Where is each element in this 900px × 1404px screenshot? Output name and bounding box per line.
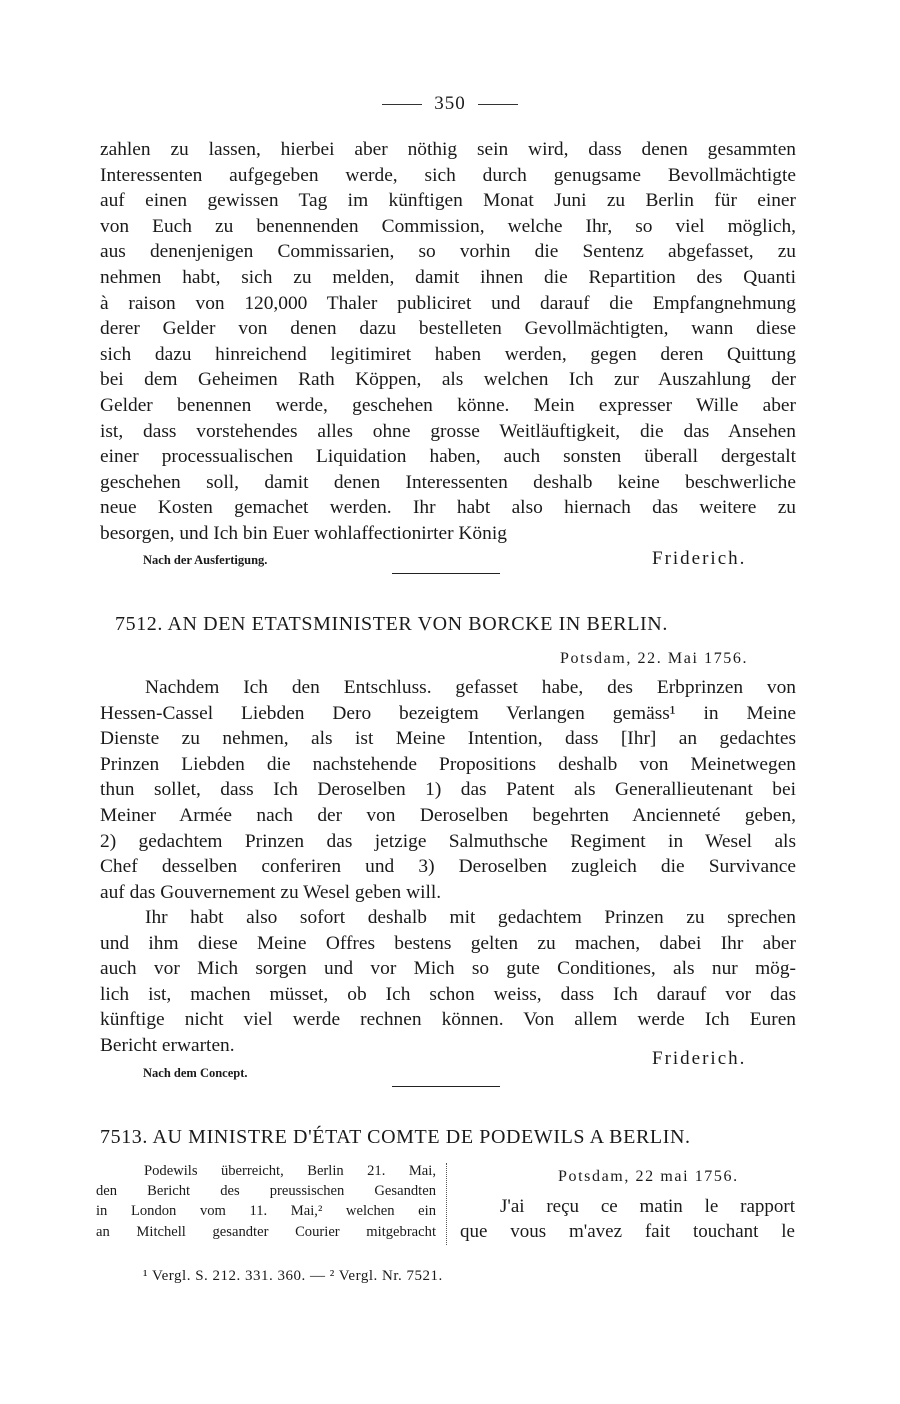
letter-7513-dateline: Potsdam, 22 mai 1756. [558,1168,739,1185]
sidenote-line: in London vom 11. Mai,² welchen ein [96,1203,436,1220]
text-line: und ihm diese Meine Offres bestens gelten zu machen, dabei Ihr aber [100,932,796,954]
text-line: Dienste zu nehmen, als ist Meine Intention, dass [Ihr] an gedachtes [100,728,796,750]
text-line: künftige nicht viel werde rechnen können. Von allem werde Ich Euren [100,1009,796,1031]
footnotes: ¹ Vergl. S. 212. 331. 360. — ² Vergl. Nr. 7521. [143,1268,443,1284]
text-line: 2) gedachtem Prinzen das jetzige Salmuthsche Regiment in Wesel als [100,830,796,852]
text-line: einer processualischen Liquidation haben, auch sonsten überall dergestalt [100,446,796,468]
text-line: auch vor Mich sorgen und vor Mich so gute Conditiones, als nur mög- [100,958,796,980]
sidenote-line: den Bericht des preussischen Gesandten [96,1183,436,1200]
text-line: Ihr habt also sofort deshalb mit gedachtem Prinzen zu sprechen [145,907,796,928]
letter-7512-signature: Friderich. [652,1048,747,1069]
letter-7513-heading: 7513. AU MINISTRE D'ÉTAT COMTE DE PODEWILS A BERLIN. [100,1126,691,1148]
letter-7512-paragraph-1 [100,675,796,905]
letter-7512-paragraph-2 [100,905,796,1059]
text-line: Hessen-Cassel Liebden Dero bezeigtem Verlangen gemäss¹ in Meine [100,702,796,724]
text-line: Bericht erwarten. [100,1034,235,1056]
signature-1: Friderich. [652,548,747,569]
page-number [0,93,900,115]
letter-7512-heading: 7512. AN DEN ETATSMINISTER VON BORCKE IN BERLIN. [115,613,668,635]
text-line: nehmen habt, sich zu melden, damit ihnen die Repartition des Quanti [100,266,796,288]
letter-7512-source: Nach dem Concept. [143,1066,248,1080]
text-line: Chef desselben conferiren und 3) Deroselben zugleich die Survivance [100,856,796,878]
sidenote-line: an Mitchell gesandter Courier mitgebracht [96,1223,436,1240]
text-line: que vous m'avez fait touchant le [460,1221,795,1242]
text-line: derer Gelder von denen dazu bestelleten Gevollmächtigten, wann diese [100,318,796,340]
source-note-1: Nach der Ausfertigung. [143,553,268,567]
text-line: zahlen zu lassen, hierbei aber nöthig sein wird, dass denen gesammten [100,139,796,160]
letter-7512-dateline: Potsdam, 22. Mai 1756. [560,650,749,667]
text-line: geschehen soll, damit denen Interessenten deshalb keine beschwerliche [100,471,796,493]
text-line: von Euch zu benennenden Commission, welche Ihr, so viel möglich, [100,215,796,237]
text-line: Interessenten aufgegeben werde, sich durch genugsame Bevollmächtigte [100,164,796,186]
page-number-dash-right [478,104,518,105]
text-line: auf einen gewissen Tag im künftigen Monat Juni zu Berlin für einer [100,190,796,212]
text-line: auf das Gouvernement zu Wesel geben will. [100,881,442,903]
column-divider [446,1163,447,1245]
top-paragraph [100,137,796,547]
text-line: Prinzen Liebden die nachstehende Propositions deshalb von Meinetwegen [100,753,796,775]
page-number-text: 350 [434,93,466,114]
text-line: à raison von 120,000 Thaler publiciret und darauf die Empfangnehmung [100,292,796,314]
letter-7513-text [460,1194,795,1244]
text-line: lich ist, machen müsset, ob Ich schon weiss, dass Ich darauf vor das [100,983,796,1005]
page-number-dash-left [382,104,422,105]
text-line: Nachdem Ich den Entschluss. gefasset habe, des Erbprinzen von [145,677,796,698]
text-line: aus denenjenigen Commissarien, so vorhin die Sentenz abgefasset, zu [100,241,796,263]
sidenote-line: Podewils überreicht, Berlin 21. Mai, [144,1163,436,1179]
section-rule-2 [392,1086,500,1087]
text-line: neue Kosten gemachet werden. Ihr habt also hiernach das weitere zu [100,497,796,519]
text-line: J'ai reçu ce matin le rapport [500,1196,795,1217]
text-line: ist, dass vorstehendes alles ohne grosse Weitläuftigkeit, die das Ansehen [100,420,796,442]
text-line: sich dazu hinreichend legitimiret haben werden, gegen deren Quittung [100,343,796,365]
section-rule-1 [392,573,500,574]
text-line: thun sollet, dass Ich Deroselben 1) das Patent als Generallieutenant bei [100,779,796,801]
text-line: bei dem Geheimen Rath Köppen, als welchen Ich zur Auszahlung der [100,369,796,391]
text-line: Meiner Armée nach der von Deroselben begehrten Ancienneté geben, [100,804,796,826]
text-line: Gelder benennen werde, geschehen könne. Mein expresser Wille aber [100,394,796,416]
letter-7513-sidenote [96,1161,436,1242]
text-line: besorgen, und Ich bin Euer wohlaffectionirter König [100,522,507,544]
